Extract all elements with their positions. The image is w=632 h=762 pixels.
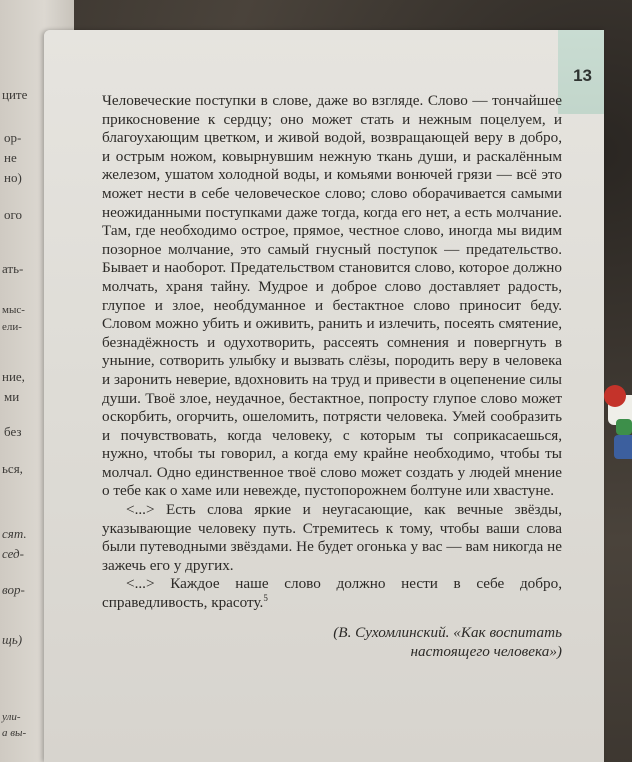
left-page-fragment: но) bbox=[4, 170, 22, 185]
left-page-fragment: ели- bbox=[2, 321, 22, 333]
footnote-marker: 5 bbox=[263, 592, 268, 603]
left-page-fragment: ься, bbox=[2, 461, 23, 476]
left-page-fragment: ули- bbox=[2, 711, 21, 723]
left-page-fragment: мыс- bbox=[2, 304, 25, 316]
left-page-fragment: ого bbox=[4, 207, 23, 222]
toy-object-green-part bbox=[616, 419, 632, 435]
page-number: 13 bbox=[573, 66, 592, 85]
main-text bbox=[102, 92, 562, 661]
left-page-fragment: ать- bbox=[2, 261, 24, 276]
left-page-fragment: щь) bbox=[2, 632, 23, 647]
left-page-fragment: без bbox=[4, 424, 22, 439]
attribution-line-1: (В. Сухомлинский. «Как воспитать bbox=[333, 623, 562, 641]
attribution bbox=[102, 623, 562, 661]
toy-object bbox=[604, 385, 632, 465]
left-page-fragment: сят. bbox=[2, 526, 27, 541]
left-page-fragment: вор- bbox=[2, 582, 25, 597]
left-page-fragment: а вы- bbox=[2, 727, 27, 739]
paragraph-main: Человеческие поступки в слове, даже во взгляде. Слово — тончайшее прикосновение к сердцу; оно может стать и нежным поцелуем, и благоухающим цветком, и живой водой, возвращающей веру в добро, и острым ножом, ковырнувшим нежную ткань души, и раскалённым железом, ушатом холодной воды, и комьями вонючей грязи — всё это может нести в себе человеческое слово; слово оборачивается самыми неожиданными поступками даже тогда, когда его нет, а есть молчание. Там, где необходимо острое, прямое, честное слово, иногда мы видим позорное молчание, это самый гнусный поступок — предательство. Бывает и наоборот. Предательством становится слово, которое должно молчать, храня тайну. Мудрое и доброе слово доставляет радость, глупое и злое, необдуманное и бестактное слово приносит беду. Словом можно убить и оживить, ранить и излечить, посеять смятение, безнадёжность и одухотворить, рассеять сомнения и повергнуть в уныние, сотворить улыбку и вызвать слёзы, породить веру в человека и заронить неверие, вдохновить на труд и привести в оцепенение силы души. Твоё злое, неудачное, бестактное, попросту глупое слово может оскорбить, огорчить, ошеломить, потрясти человека. Умей сообразить и почувствовать, когда человеку, с которым ты соприкасаешься, нужно, чтобы ты говорил, а когда ему крайне необходимо, чтобы ты молчал. Одно единственное твоё слово может создать у людей мнение о тебе как о хаме или невежде, пустопорожнем болтуне или хвастуне. bbox=[102, 92, 562, 500]
paragraph-stars: <...> Есть слова яркие и неугасающие, как вечные звёзды, указывающие человеку путь. Стремитесь к тому, чтобы ваши слова были путеводными звёздами. Не будет огонька у вас — вам никогда не зажечь его у других. bbox=[102, 501, 562, 574]
left-page-fragment: сед- bbox=[2, 546, 24, 561]
toy-object-blue-part bbox=[614, 435, 632, 459]
left-page-fragment: не bbox=[4, 150, 17, 165]
page-number-tab bbox=[558, 30, 604, 114]
left-page-fragment: ми bbox=[4, 389, 20, 404]
paragraph-closing bbox=[102, 575, 562, 612]
left-page-fragment: ние, bbox=[2, 369, 25, 384]
left-page-fragment: ците bbox=[2, 87, 28, 102]
toy-object-red-part bbox=[604, 385, 626, 407]
paragraph-closing-text: <...> Каждое наше слово должно нести в себе добро, справедливость, красоту. bbox=[102, 575, 562, 612]
left-page-fragment: ор- bbox=[4, 130, 22, 145]
attribution-line-2: настоящего человека») bbox=[410, 642, 562, 660]
book-page bbox=[44, 30, 604, 762]
